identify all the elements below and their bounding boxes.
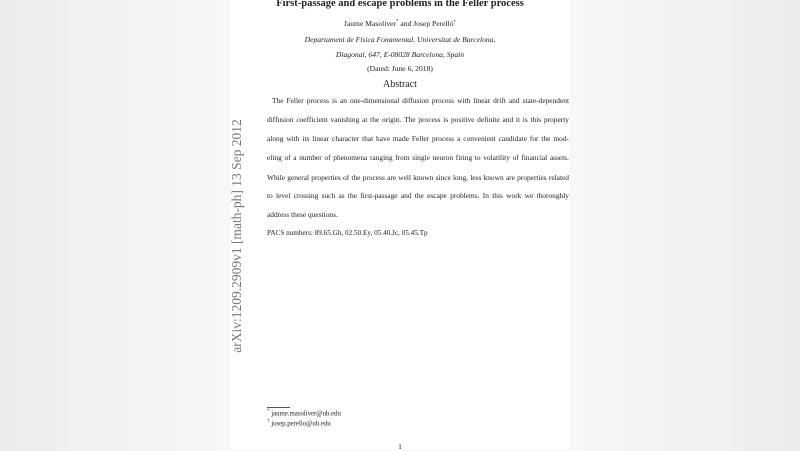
affiliation-line-1: Departament de Física Fonamental, Universitat de Barcelona, xyxy=(304,35,496,44)
abstract-heading: Abstract xyxy=(383,79,417,90)
pacs-numbers: PACS numbers: 89.65.Gh, 02.50.Ey, 05.40.Jc, 05.45.Tp xyxy=(267,229,428,237)
footnote-rule xyxy=(267,407,290,408)
paper-title: First-passage and escape problems in the Feller process xyxy=(276,0,524,9)
arxiv-stamp: arXiv:1209.2909v1 [math-ph] 13 Sep 2012 xyxy=(229,119,244,353)
author-2-footnote-mark: † xyxy=(453,19,457,25)
footnote-email: josep.perello@ub.edu xyxy=(271,420,331,428)
dated: (Dated: June 6, 2018) xyxy=(367,64,433,73)
author-1-footnote-mark: * xyxy=(396,19,399,25)
footnote-1 xyxy=(267,409,341,417)
footnote-2 xyxy=(267,419,331,427)
abstract-line: eling of a number of phenomena ranging from single neuron firing to volatility of financial assets. xyxy=(267,153,569,162)
paper-page xyxy=(230,0,570,450)
abstract-line: address these questions. xyxy=(267,210,338,219)
affiliation-line-2: Diagonal, 647, E-08028 Barcelona, Spain xyxy=(335,50,465,59)
footnote-mark: * xyxy=(267,409,270,414)
abstract-line: to level crossing such as the first-passage and the escape problems. In this work we thoroughly xyxy=(267,191,569,200)
author-1: Jaume Masoliver xyxy=(343,19,397,28)
abstract-line: The Feller process is an one-dimensional diffusion process with linear drift and state-dependent xyxy=(272,96,569,105)
abstract-line: diffusion coefficient vanishing at the origin. The process is positive definite and it is this property xyxy=(267,115,569,124)
abstract-line: along with its linear character that have made Feller process a convenient candidate for the mod- xyxy=(267,134,569,143)
page-number: 1 xyxy=(398,442,402,451)
footnote-email: jaume.masoliver@ub.edu xyxy=(271,410,341,418)
abstract-line: While general properties of the process are well known since long, less known are properties related xyxy=(267,173,569,182)
footnote-mark: † xyxy=(267,419,270,424)
authors xyxy=(230,19,570,28)
author-2: and Josep Perelló xyxy=(398,19,454,28)
